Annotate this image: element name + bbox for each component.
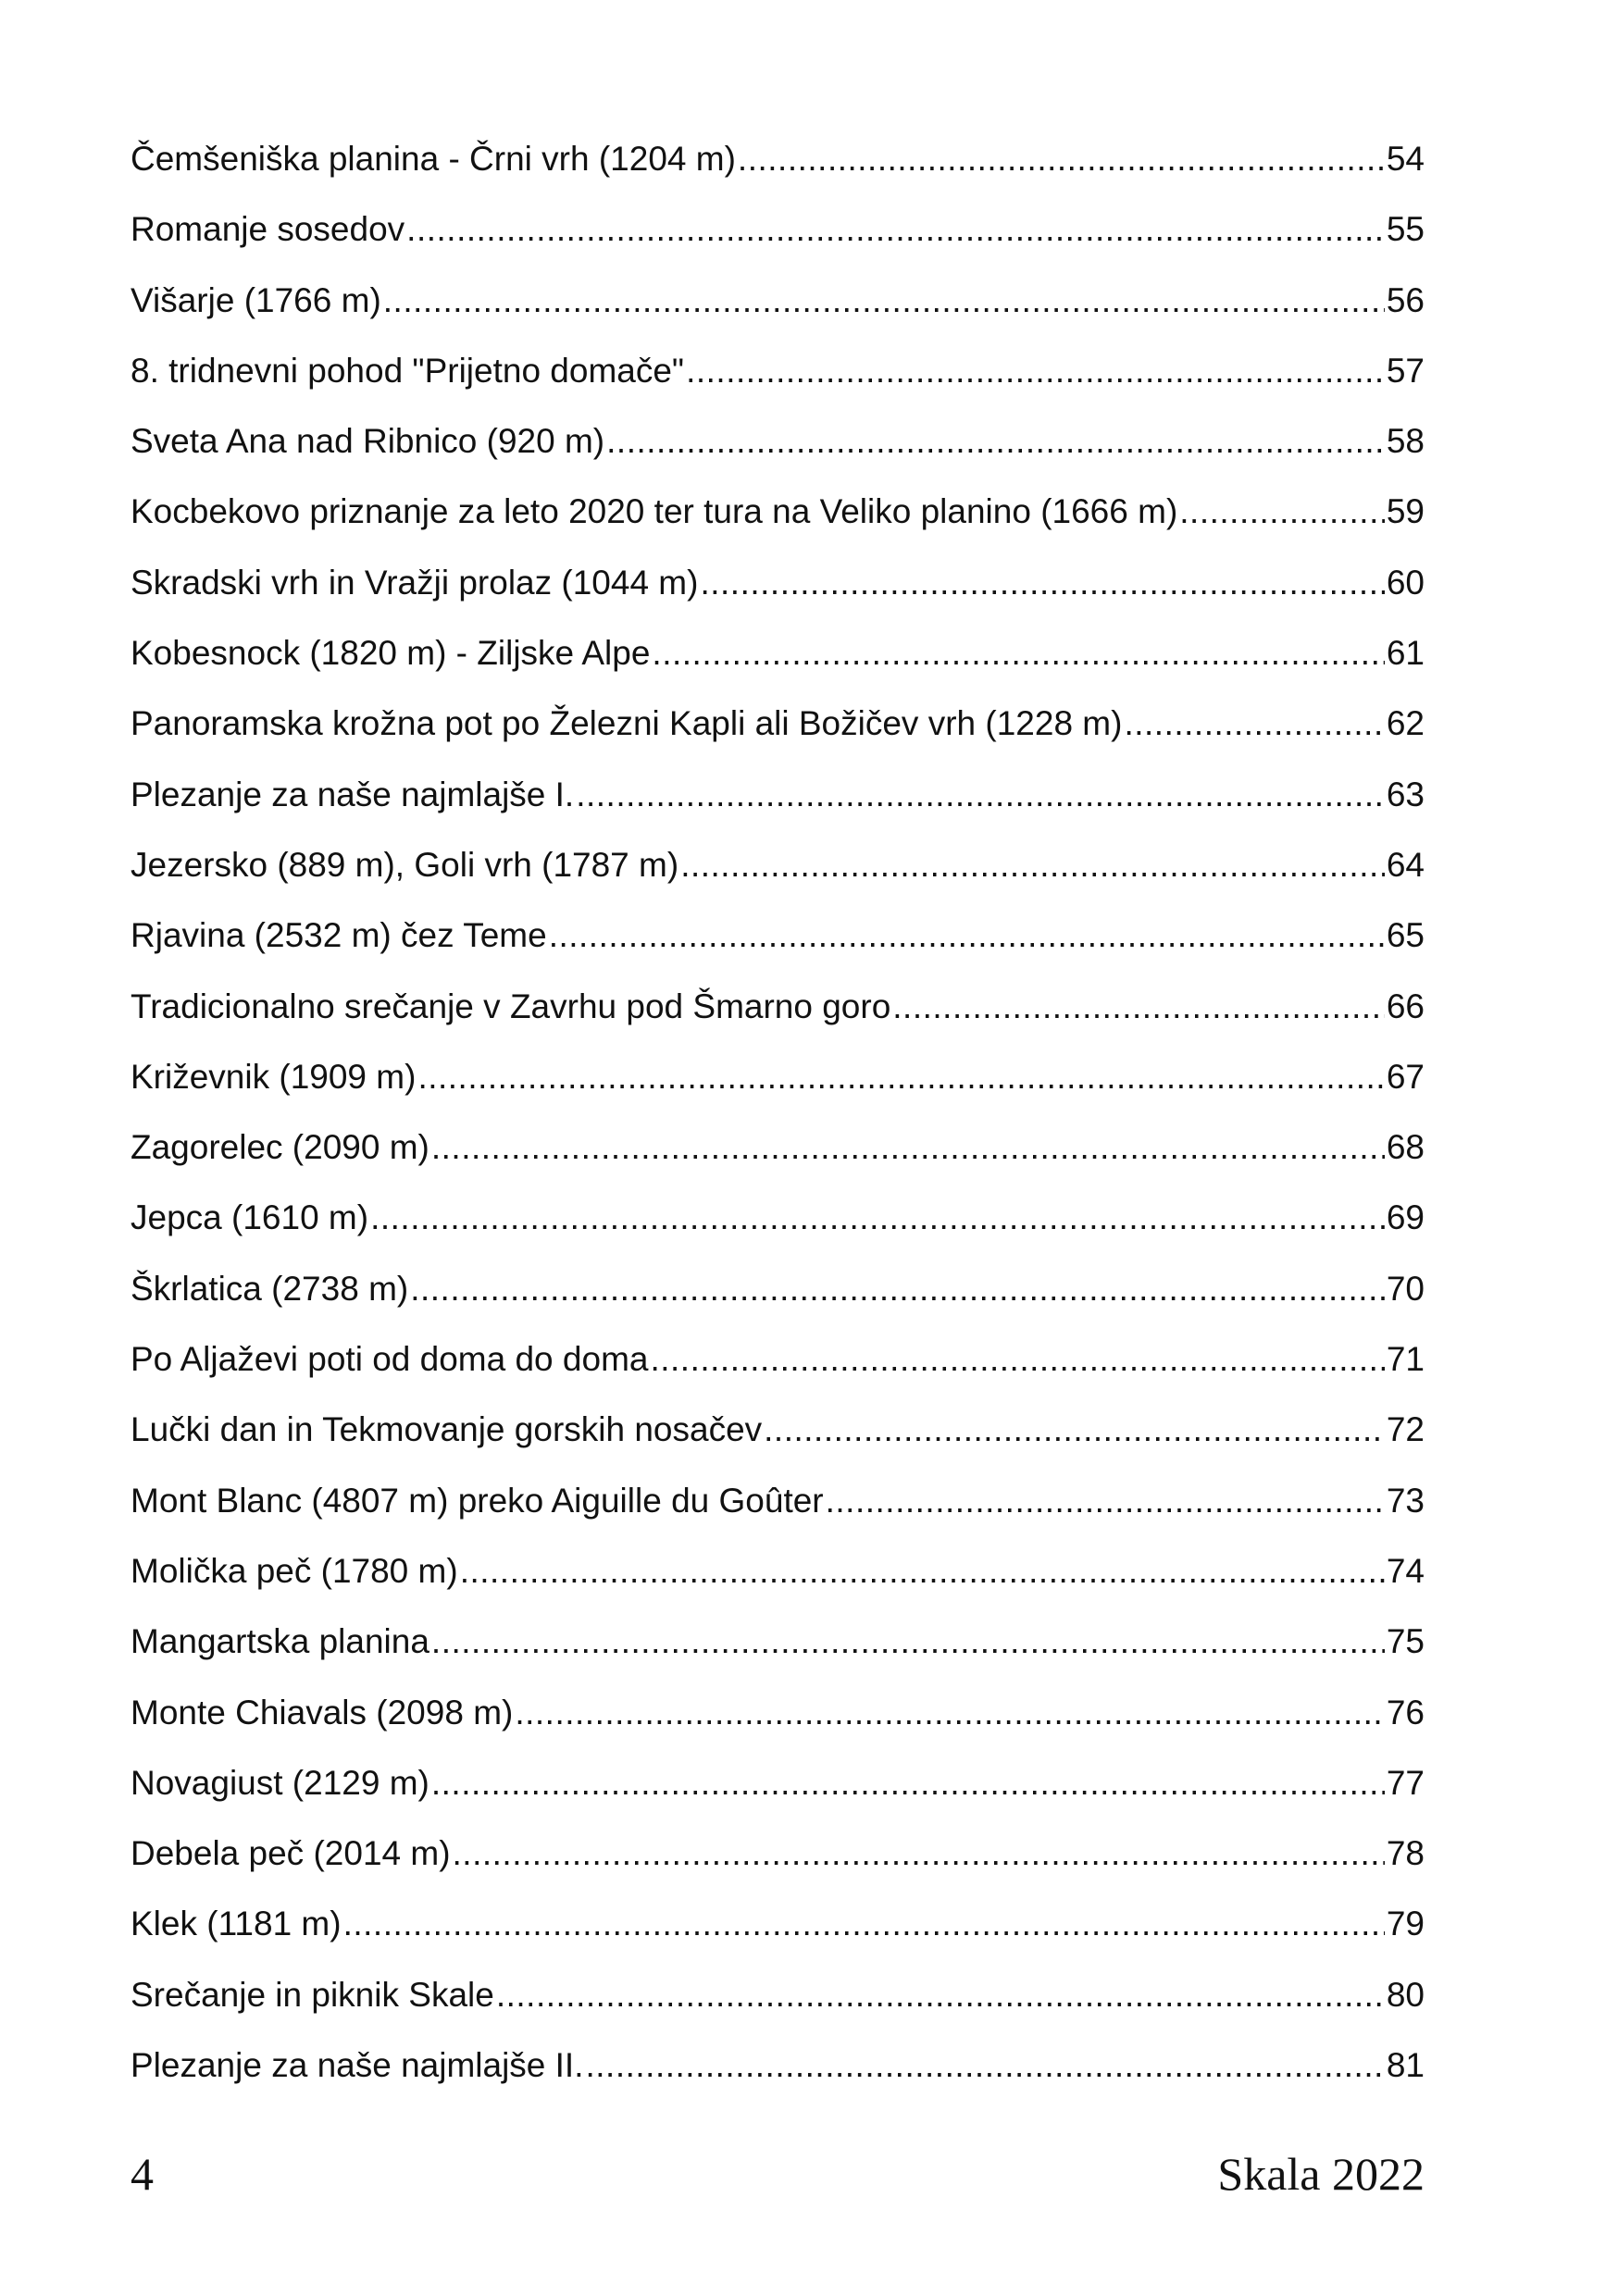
toc-entry-title: Klek (1181 m) — [131, 1905, 342, 1943]
toc-entry-title: Kocbekovo priznanje za leto 2020 ter tura na Veliko planino (1666 m) — [131, 492, 1178, 531]
toc-dot-leader — [826, 1482, 1385, 1520]
toc-entry[interactable] — [131, 776, 1425, 846]
toc-entry-page: 80 — [1386, 1975, 1425, 2014]
toc-entry-title: Jezersko (889 m), Goli vrh (1787 m) — [131, 845, 679, 884]
toc-entry-page: 56 — [1386, 280, 1425, 319]
toc-entry-page: 75 — [1386, 1622, 1425, 1661]
toc-entry[interactable] — [131, 140, 1425, 210]
toc-entry-title: Lučki dan in Tekmovanje gorskih nosačev — [131, 1410, 763, 1449]
toc-entry[interactable] — [131, 2046, 1425, 2116]
toc-entry-title: Čemšeniška planina - Črni vrh (1204 m) — [131, 140, 736, 178]
page-footer — [131, 2147, 1425, 2201]
toc-dot-leader — [431, 1622, 1385, 1661]
toc-entry[interactable] — [131, 1552, 1425, 1622]
toc-entry-page: 79 — [1386, 1905, 1425, 1943]
toc-dot-leader — [764, 1410, 1385, 1449]
toc-entry[interactable] — [131, 1198, 1425, 1269]
toc-dot-leader — [680, 846, 1385, 885]
toc-entry-title: Mangartska planina — [131, 1622, 429, 1661]
toc-entry-page: 81 — [1386, 2046, 1425, 2085]
toc-entry[interactable] — [131, 1482, 1425, 1552]
toc-dot-leader — [652, 634, 1384, 673]
toc-entry-title: Jepca (1610 m) — [131, 1198, 369, 1237]
toc-entry-title: Novagiust (2129 m) — [131, 1763, 429, 1802]
toc-entry-title: 8. tridnevni pohod "Prijetno domače" — [131, 351, 685, 390]
toc-dot-leader — [431, 1764, 1385, 1803]
toc-entry[interactable] — [131, 352, 1425, 422]
toc-entry[interactable] — [131, 987, 1425, 1058]
toc-dot-leader — [686, 352, 1385, 391]
toc-dot-leader — [606, 422, 1385, 461]
toc-dot-leader — [892, 987, 1385, 1026]
toc-entry-page: 76 — [1386, 1693, 1425, 1731]
toc-entry-title: Panoramska krožna pot po Železni Kapli ali Božičev vrh (1228 m) — [131, 704, 1123, 743]
toc-entry[interactable] — [131, 1058, 1425, 1128]
toc-entry-title: Kobesnock (1820 m) - Ziljske Alpe — [131, 634, 651, 673]
toc-entry-title: Tradicionalno srečanje v Zavrhu pod Šmarno goro — [131, 987, 891, 1025]
toc-dot-leader — [586, 2046, 1385, 2085]
toc-entry-title: Rjavina (2532 m) čez Teme — [131, 916, 547, 955]
toc-entry-page: 77 — [1386, 1763, 1425, 1802]
toc-entry-title: Romanje sosedov — [131, 210, 405, 249]
toc-dot-leader — [1124, 704, 1384, 743]
toc-entry-title: Debela peč (2014 m) — [131, 1834, 451, 1873]
toc-entry-title: Skradski vrh in Vražji prolaz (1044 m) — [131, 563, 699, 602]
toc-dot-leader — [417, 1058, 1384, 1097]
toc-entry[interactable] — [131, 1270, 1425, 1340]
toc-entry-page: 58 — [1386, 422, 1425, 461]
toc-entry[interactable] — [131, 846, 1425, 916]
toc-entry-page: 68 — [1386, 1128, 1425, 1167]
toc-dot-leader — [460, 1552, 1385, 1591]
toc-entry-page: 70 — [1386, 1269, 1425, 1308]
toc-entry-page: 60 — [1386, 563, 1425, 602]
toc-dot-leader — [431, 1128, 1385, 1167]
toc-dot-leader — [383, 281, 1385, 320]
toc-entry-page: 59 — [1386, 492, 1425, 531]
toc-entry[interactable] — [131, 704, 1425, 775]
toc-dot-leader — [515, 1694, 1385, 1732]
toc-entry-title: Monte Chiavals (2098 m) — [131, 1693, 514, 1731]
toc-entry[interactable] — [131, 422, 1425, 492]
toc-entry-page: 63 — [1386, 775, 1425, 813]
toc-entry-title: Po Aljaževi poti od doma do doma — [131, 1340, 649, 1379]
toc-entry-page: 62 — [1386, 704, 1425, 743]
toc-entry-title: Plezanje za naše najmlajše I. — [131, 775, 575, 813]
toc-entry-page: 64 — [1386, 845, 1425, 884]
toc-entry-page: 54 — [1386, 140, 1425, 178]
toc-entry[interactable] — [131, 634, 1425, 704]
toc-entry[interactable] — [131, 564, 1425, 634]
toc-entry-title: Sveta Ana nad Ribnico (920 m) — [131, 422, 605, 461]
toc-entry[interactable] — [131, 281, 1425, 352]
toc-dot-leader — [1179, 492, 1385, 531]
toc-entry-title: Zagorelec (2090 m) — [131, 1128, 429, 1167]
toc-entry[interactable] — [131, 1340, 1425, 1410]
toc-entry-page: 69 — [1386, 1198, 1425, 1237]
toc-dot-leader — [700, 564, 1384, 602]
toc-dot-leader — [406, 210, 1385, 249]
toc-dot-leader — [496, 1976, 1385, 2015]
toc-entry[interactable] — [131, 1905, 1425, 1975]
toc-entry-title: Molička peč (1780 m) — [131, 1551, 458, 1590]
toc-entry-page: 67 — [1386, 1057, 1425, 1096]
toc-dot-leader — [343, 1905, 1385, 1943]
toc-entry-title: Srečanje in piknik Skale — [131, 1975, 494, 2014]
toc-dot-leader — [370, 1198, 1385, 1237]
toc-dot-leader — [453, 1834, 1385, 1873]
toc-entry-title: Višarje (1766 m) — [131, 280, 381, 319]
toc-dot-leader — [650, 1340, 1384, 1379]
toc-entry[interactable] — [131, 1128, 1425, 1198]
toc-entry-title: Škrlatica (2738 m) — [131, 1269, 409, 1308]
toc-entry[interactable] — [131, 210, 1425, 280]
toc-entry-page: 61 — [1386, 634, 1425, 673]
toc-entry-page: 73 — [1386, 1481, 1425, 1520]
toc-dot-leader — [549, 916, 1385, 955]
toc-entry-page: 65 — [1386, 916, 1425, 955]
table-of-contents — [131, 140, 1425, 2116]
toc-entry-title: Mont Blanc (4807 m) preko Aiguille du Goûter — [131, 1481, 824, 1520]
toc-dot-leader — [410, 1270, 1385, 1309]
toc-entry[interactable] — [131, 492, 1425, 563]
toc-entry[interactable] — [131, 1694, 1425, 1764]
toc-entry[interactable] — [131, 1834, 1425, 1905]
toc-entry-page: 72 — [1386, 1410, 1425, 1449]
toc-dot-leader — [738, 140, 1385, 179]
toc-entry[interactable] — [131, 1764, 1425, 1834]
toc-entry-page: 66 — [1386, 987, 1425, 1025]
toc-entry-title: Plezanje za naše najmlajše II. — [131, 2046, 584, 2085]
toc-entry[interactable] — [131, 1622, 1425, 1693]
toc-entry[interactable] — [131, 1976, 1425, 2046]
toc-entry-title: Križevnik (1909 m) — [131, 1057, 417, 1096]
toc-entry-page: 71 — [1386, 1340, 1425, 1379]
toc-entry-page: 55 — [1386, 210, 1425, 249]
footer-page-number: 4 — [131, 2148, 154, 2200]
footer-publication: Skala 2022 — [1217, 2148, 1425, 2200]
toc-entry-page: 74 — [1386, 1551, 1425, 1590]
toc-entry-page: 78 — [1386, 1834, 1425, 1873]
toc-entry[interactable] — [131, 916, 1425, 987]
toc-entry-page: 57 — [1386, 351, 1425, 390]
toc-dot-leader — [576, 776, 1385, 814]
toc-entry[interactable] — [131, 1410, 1425, 1481]
